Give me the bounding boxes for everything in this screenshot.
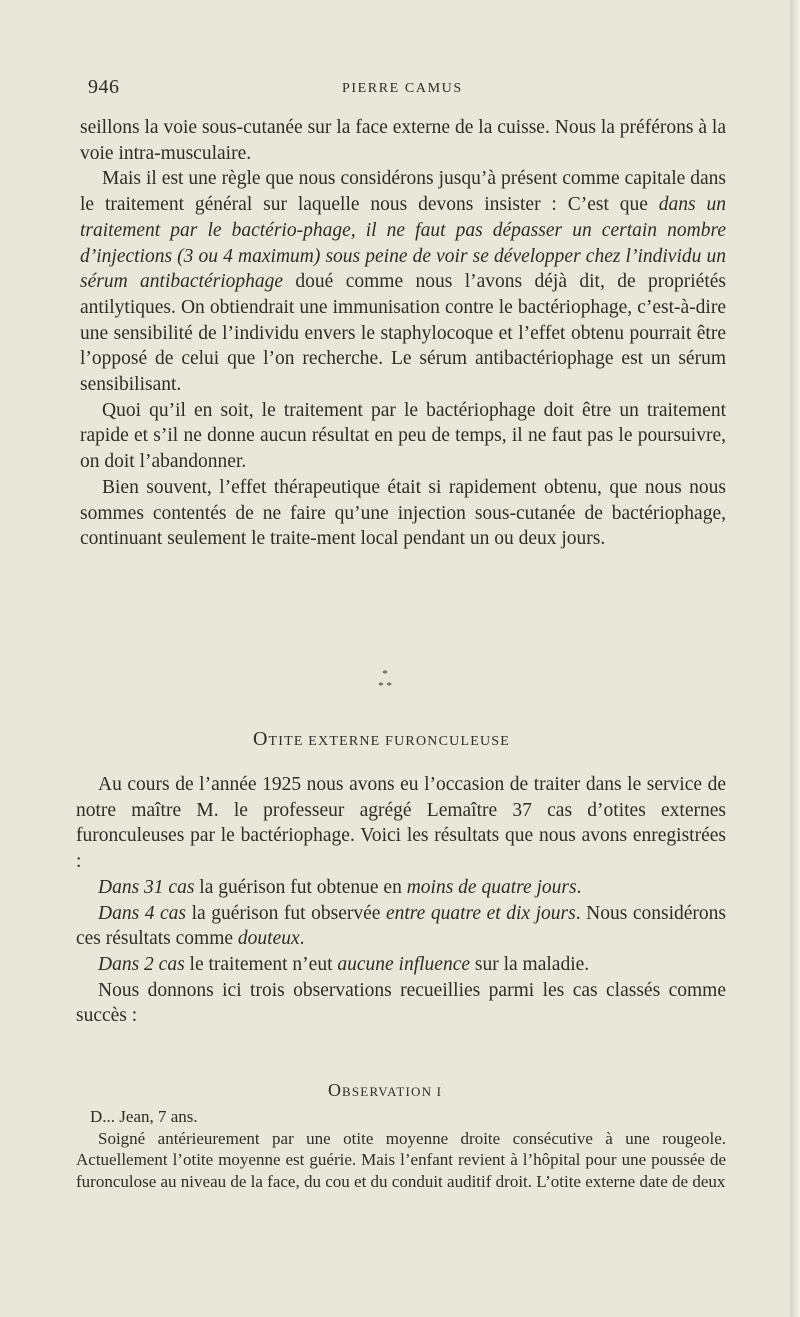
paragraph-text: Mais il est une règle que nous considérons jusqu’à présent comme capitale dans le traitement général sur laquelle nous devons insister : C’est que	[80, 168, 726, 216]
result-count: Dans 2 cas	[98, 953, 185, 975]
result-end: .	[575, 902, 581, 924]
running-head: PIERRE CAMUS	[342, 81, 463, 96]
section-text	[76, 772, 726, 1029]
result-end: .	[299, 928, 305, 950]
result-text: la guérison fut obtenue en	[194, 876, 407, 898]
result-detail: aucune influence	[337, 953, 471, 975]
section-title	[253, 728, 510, 751]
result-count: Dans 31 cas	[98, 876, 195, 898]
result-end: sur la maladie.	[470, 953, 590, 975]
result-item	[76, 952, 726, 978]
observations-intro: Nous donnons ici trois observations recueillies parmi les cas classés comme succès :	[76, 979, 726, 1027]
section-intro: Au cours de l’année 1925 nous avons eu l’occasion de traiter dans le service de notre maître M. le professeur agrégé Lemaître 37 cas d’otites externes furonculeuses par le bactériophage. Voici les résultats que nous avons enregistrées :	[76, 774, 726, 873]
section-title-rest: TITE EXTERNE FURONCULEUSE	[268, 734, 510, 749]
result-detail: moins de quatre jours	[406, 876, 577, 898]
result-end: .	[576, 876, 582, 898]
paragraph	[80, 166, 726, 397]
main-text	[80, 115, 726, 552]
asterism-top: *	[382, 668, 388, 680]
observation-title-initial: O	[328, 1080, 342, 1100]
asterism	[370, 668, 400, 692]
result-detail: douteux	[237, 928, 300, 950]
paragraph: seillons la voie sous-cutanée sur la face externe de la cuisse. Nous la préférons à la voie intra-musculaire.	[80, 117, 726, 164]
observation-paragraph: Soigné antérieurement par une otite moyenne droite consécutive à une rougeole. Actuellement l’otite moyenne est guérie. Mais l’enfant revient à l’hôpital pour une poussée de furonculose au niveau de la face, du cou et du conduit auditif droit. L’otite externe date de deux	[76, 1128, 726, 1191]
result-text: la guérison fut observée	[186, 902, 386, 924]
paragraph: Bien souvent, l’effet thérapeutique était si rapidement obtenu, que nous nous sommes contentés de ne faire qu’une injection sous-cutanée de bactériophage, continuant seulement le traite-ment local pendant un ou deux jours.	[80, 476, 726, 550]
italic-text: dans un traitement par le bactério-phage, il ne faut pas dépasser un certain nombre d’injections (3 ou 4 maximum) sous peine de voir se développer chez l’individu un sérum antibactériophage	[80, 194, 726, 293]
result-detail: entre quatre et dix jours	[385, 902, 576, 924]
patient-name: D... Jean, 7 ans.	[90, 1107, 198, 1126]
page-header	[80, 76, 726, 100]
result-count: Dans 4 cas	[98, 902, 187, 924]
section-title-initial: O	[253, 728, 269, 750]
observation-text	[76, 1106, 726, 1192]
asterism-bottom: * *	[378, 680, 392, 692]
result-item	[76, 901, 726, 952]
observation-title	[328, 1080, 442, 1101]
observation-title-rest: BSERVATION I	[342, 1084, 443, 1099]
result-item	[76, 875, 726, 901]
page-number: 946	[88, 76, 120, 98]
paragraph: Quoi qu’il en soit, le traitement par le bactériophage doit être un traitement rapide et s’il ne donne aucun résultat en peu de temps, il ne faut pas le poursuivre, on doit l’abandonner.	[80, 399, 726, 473]
result-text: Nous considérons ces résultats comme	[76, 902, 726, 950]
result-text: le traitement n’eut	[184, 953, 338, 975]
page-edge	[790, 0, 800, 1317]
paragraph-text: doué comme nous l’avons déjà dit, de propriétés antilytiques. On obtiendrait une immunisation contre le bactériophage, c’est-à-dire une sensibilité de l’individu envers le staphylocoque et l’effet obtenu pourrait être l’opposé de celui que l’on recherche. Le sérum antibactériophage est un sérum sensibilisant.	[80, 271, 727, 396]
